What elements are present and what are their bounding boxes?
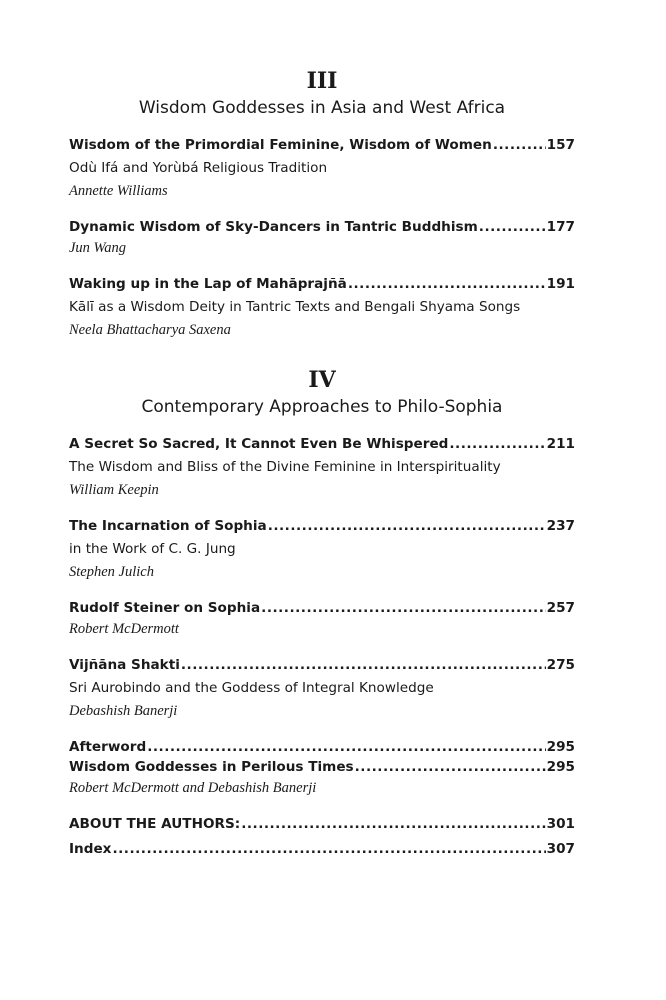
dot-leader: [268, 516, 546, 536]
entry-title[interactable]: Waking up in the Lap of Mahāprajñā: [69, 276, 347, 292]
page-number: 295: [546, 759, 575, 775]
toc-entry[interactable]: [69, 516, 575, 583]
entry-title[interactable]: Wisdom of the Primordial Feminine, Wisdom of Women: [69, 137, 492, 153]
page-number: 275: [546, 657, 575, 673]
dot-leader: [112, 839, 545, 859]
page-number: 257: [546, 600, 575, 616]
dot-leader: [355, 757, 546, 777]
toc-entry[interactable]: [69, 274, 575, 341]
table-of-contents: [69, 68, 575, 859]
dot-leader: [479, 217, 546, 237]
part-title: Contemporary Approaches to Philo-Sophia: [141, 397, 503, 417]
part-number: III: [306, 68, 338, 94]
page-number: 307: [546, 841, 575, 857]
toc-entry-index[interactable]: [69, 839, 575, 859]
entry-title[interactable]: A Secret So Sacred, It Cannot Even Be Whispered: [69, 436, 449, 452]
part-number: IV: [308, 367, 336, 393]
page-number: 301: [546, 816, 575, 832]
entry-title[interactable]: Dynamic Wisdom of Sky-Dancers in Tantric Buddhism: [69, 219, 478, 235]
dot-leader: [241, 814, 545, 834]
entry-subtitle: in the Work of C. G. Jung: [69, 541, 236, 557]
entry-author: Robert McDermott: [69, 621, 179, 637]
page-number: 211: [546, 436, 575, 452]
toc-entry[interactable]: [69, 217, 575, 259]
page-number: 157: [546, 137, 575, 153]
entry-subtitle: The Wisdom and Bliss of the Divine Feminine in Interspirituality: [69, 459, 501, 475]
entry-subtitle: Kālī as a Wisdom Deity in Tantric Texts and Bengali Shyama Songs: [69, 299, 521, 315]
entry-author: Jun Wang: [69, 240, 127, 256]
entry-title[interactable]: ABOUT THE AUTHORS:: [69, 816, 241, 832]
entry-title[interactable]: Afterword: [69, 739, 147, 755]
toc-entry-afterword[interactable]: [69, 737, 575, 799]
entry-title[interactable]: Wisdom Goddesses in Perilous Times: [69, 759, 354, 775]
entry-title[interactable]: Vijñāna Shakti: [69, 657, 180, 673]
page-number: 237: [546, 518, 575, 534]
page-number: 177: [546, 219, 575, 235]
entry-title[interactable]: Index: [69, 841, 112, 857]
toc-entry[interactable]: [69, 655, 575, 722]
toc-entry-about-authors[interactable]: [69, 814, 575, 834]
part-4: [69, 367, 575, 859]
dot-leader: [449, 434, 545, 454]
entry-author: Annette Williams: [69, 183, 168, 199]
entry-author: Neela Bhattacharya Saxena: [69, 322, 231, 338]
page-number: 295: [546, 739, 575, 755]
part-3: [69, 68, 575, 341]
entry-author: William Keepin: [69, 482, 159, 498]
entry-author: Debashish Banerji: [69, 703, 178, 719]
entry-author: Robert McDermott and Debashish Banerji: [69, 780, 317, 796]
toc-entry[interactable]: [69, 598, 575, 640]
dot-leader: [147, 737, 545, 757]
entry-subtitle: Odù Ifá and Yorùbá Religious Tradition: [69, 160, 328, 176]
entry-author: Stephen Julich: [69, 564, 154, 580]
dot-leader: [181, 655, 546, 675]
entry-title[interactable]: The Incarnation of Sophia: [69, 518, 267, 534]
entry-subtitle: Sri Aurobindo and the Goddess of Integral Knowledge: [69, 680, 434, 696]
dot-leader: [348, 274, 546, 294]
toc-entry[interactable]: [69, 135, 575, 202]
entry-title[interactable]: Rudolf Steiner on Sophia: [69, 600, 261, 616]
toc-entry[interactable]: [69, 434, 575, 501]
page-number: 191: [546, 276, 575, 292]
dot-leader: [493, 135, 546, 155]
dot-leader: [261, 598, 545, 618]
part-title: Wisdom Goddesses in Asia and West Africa: [138, 98, 506, 118]
